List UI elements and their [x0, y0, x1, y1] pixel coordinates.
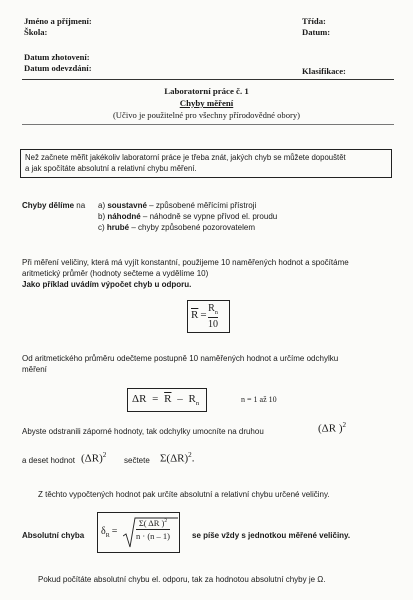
absolute-formula-box	[97, 512, 180, 553]
sum-text1: a deset hodnot	[22, 456, 75, 465]
intro-line1: Než začnete měřit jakékoliv laboratorní práce je třeba znát, jakých chyb se můžete dopouštět	[25, 153, 346, 162]
intro-box	[20, 149, 392, 178]
deviation-formula-box	[127, 388, 207, 412]
errors-lead-rest: na	[74, 201, 86, 210]
mean-line1: Při měření veličiny, která má vyjít konstantní, použijeme 10 naměřených hodnot a spočítáme	[22, 258, 349, 267]
deviation-range: n = 1 až 10	[241, 395, 277, 404]
mean-line2: aritmetický průměr (hodnoty sečteme a vydělíme 10)	[22, 269, 209, 278]
deviation-line2: měření	[22, 365, 47, 374]
title-line1: Laboratorní práce č. 1	[164, 86, 249, 96]
header-divider	[22, 79, 394, 80]
error-term: hrubé	[106, 223, 130, 232]
error-item: b) náhodné – náhodně se vypne přívod el. proudu	[98, 212, 278, 221]
mean-formula: $\overline{R}$ =	[191, 309, 207, 321]
mean-symbol: $\overline{R}$	[191, 309, 199, 321]
mean-line3: Jako příklad uvádím výpočet chyb u odporu.	[22, 280, 192, 289]
intro-line2: a jak spočítáte absolutní a relativní chybu měření.	[25, 164, 197, 173]
title-divider	[22, 124, 394, 125]
error-item: c) hrubé – chyby způsobené pozorovatelem	[98, 223, 255, 232]
absolute-fraction: Σ( ΔR )$^2$ n · (n – 1)	[136, 518, 170, 541]
absolute-label: Absolutní chyba	[22, 531, 85, 540]
error-term: soustavné	[107, 201, 147, 210]
date-made-label: Datum zhotovení:	[24, 52, 90, 62]
title-line2: Chyby měření	[179, 98, 234, 108]
square-expr: (ΔR )$^2$	[318, 421, 347, 435]
calc-line: Z těchto vypočtených hodnot pak určíte absolutní a relativní chybu určené veličiny.	[38, 490, 330, 499]
error-item: a) soustavné – způsobené měřícími přístroji	[98, 201, 257, 210]
school-label: Škola:	[24, 27, 48, 37]
mean-formula-box	[187, 300, 230, 333]
footer-line: Pokud počítáte absolutní chybu el. odporu, tak za hodnotou absolutní chyby je Ω.	[38, 575, 326, 584]
mean-fraction: $R_n$ 10	[208, 303, 218, 330]
class-label: Třída:	[302, 16, 326, 26]
sum-expr2: $\Sigma(\Delta R)^2$.	[160, 451, 195, 465]
errors-lead-bold: Chyby dělíme	[22, 201, 75, 210]
date-label: Datum:	[302, 27, 331, 37]
absolute-note: se píše vždy s jednotkou měřené veličiny.	[192, 531, 351, 540]
sum-expr1: $(\Delta R)^2$	[81, 451, 107, 465]
grade-label: Klasifikace:	[302, 66, 346, 76]
sum-text2: sečtete	[124, 456, 150, 465]
name-label: Jméno a příjmení:	[24, 16, 92, 26]
deviation-formula: $\Delta R = \overline{R} - R_n$	[132, 393, 200, 408]
square-text: Abyste odstranili záporné hodnoty, tak odchylky umocníte na druhou	[22, 427, 264, 436]
deviation-line1: Od aritmetického průměru odečteme postupně 10 naměřených hodnot a určíme odchylku	[22, 354, 339, 363]
title-line3: (Učivo je použitelné pro všechny přírodovědné obory)	[112, 110, 301, 120]
errors-lead	[22, 201, 85, 210]
date-submitted-label: Datum odevzdání:	[24, 63, 92, 73]
error-term: náhodné	[107, 212, 141, 221]
absolute-lhs: $\delta_R$ =	[101, 526, 118, 539]
